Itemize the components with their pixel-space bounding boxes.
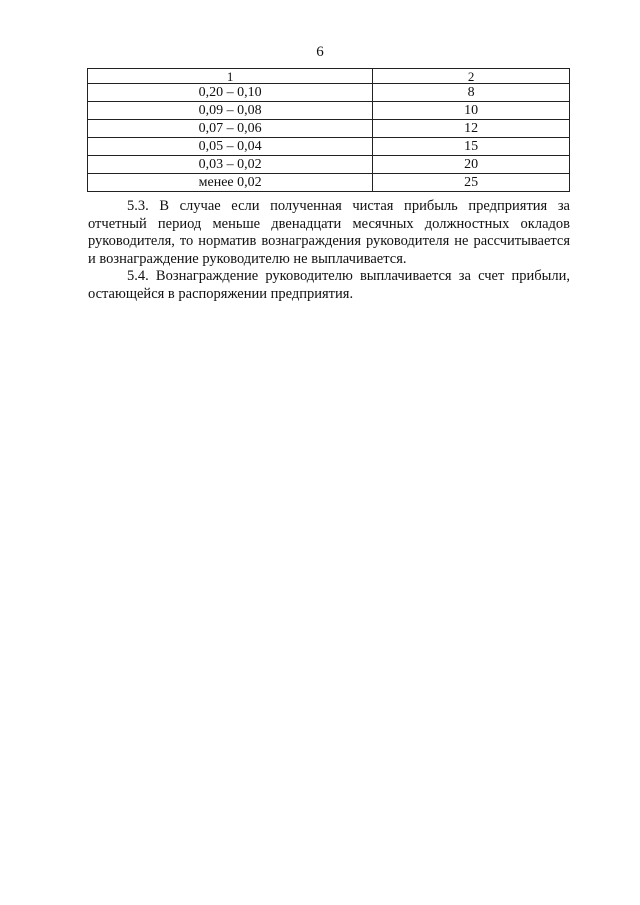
table-header-cell-2: 2 <box>373 69 570 84</box>
table-cell-range: 0,20 – 0,10 <box>88 84 373 102</box>
table-cell-value: 8 <box>373 84 570 102</box>
table-cell-range: 0,07 – 0,06 <box>88 120 373 138</box>
paragraph-5-4: 5.4. Вознаграждение руководителю выплачивается за счет прибыли, остающейся в распоряжении предприятия. <box>88 268 570 302</box>
table-cell-range: менее 0,02 <box>88 174 373 192</box>
table-header-cell-1: 1 <box>88 69 373 84</box>
table-row <box>88 174 570 192</box>
table-cell-range: 0,09 – 0,08 <box>88 102 373 120</box>
table-row <box>88 84 570 102</box>
table-cell-value: 15 <box>373 138 570 156</box>
table-cell-value: 12 <box>373 120 570 138</box>
table-row <box>88 120 570 138</box>
paragraph-5-3: 5.3. В случае если полученная чистая прибыль предприятия за отчетный период меньше двенадцати месячных должностных окладов руководителя, то норматив вознаграждения руководителя не рассчитывается и вознаграждение руководителю не выплачивается. <box>88 198 570 267</box>
table-cell-value: 25 <box>373 174 570 192</box>
table-row <box>88 102 570 120</box>
table-row <box>88 138 570 156</box>
table-row <box>88 156 570 174</box>
table-header-row <box>88 69 570 84</box>
table-cell-value: 10 <box>373 102 570 120</box>
table-cell-value: 20 <box>373 156 570 174</box>
page-number: 6 <box>316 44 324 60</box>
body-text <box>88 198 570 303</box>
norm-table <box>87 68 570 192</box>
table-cell-range: 0,03 – 0,02 <box>88 156 373 174</box>
table-cell-range: 0,05 – 0,04 <box>88 138 373 156</box>
